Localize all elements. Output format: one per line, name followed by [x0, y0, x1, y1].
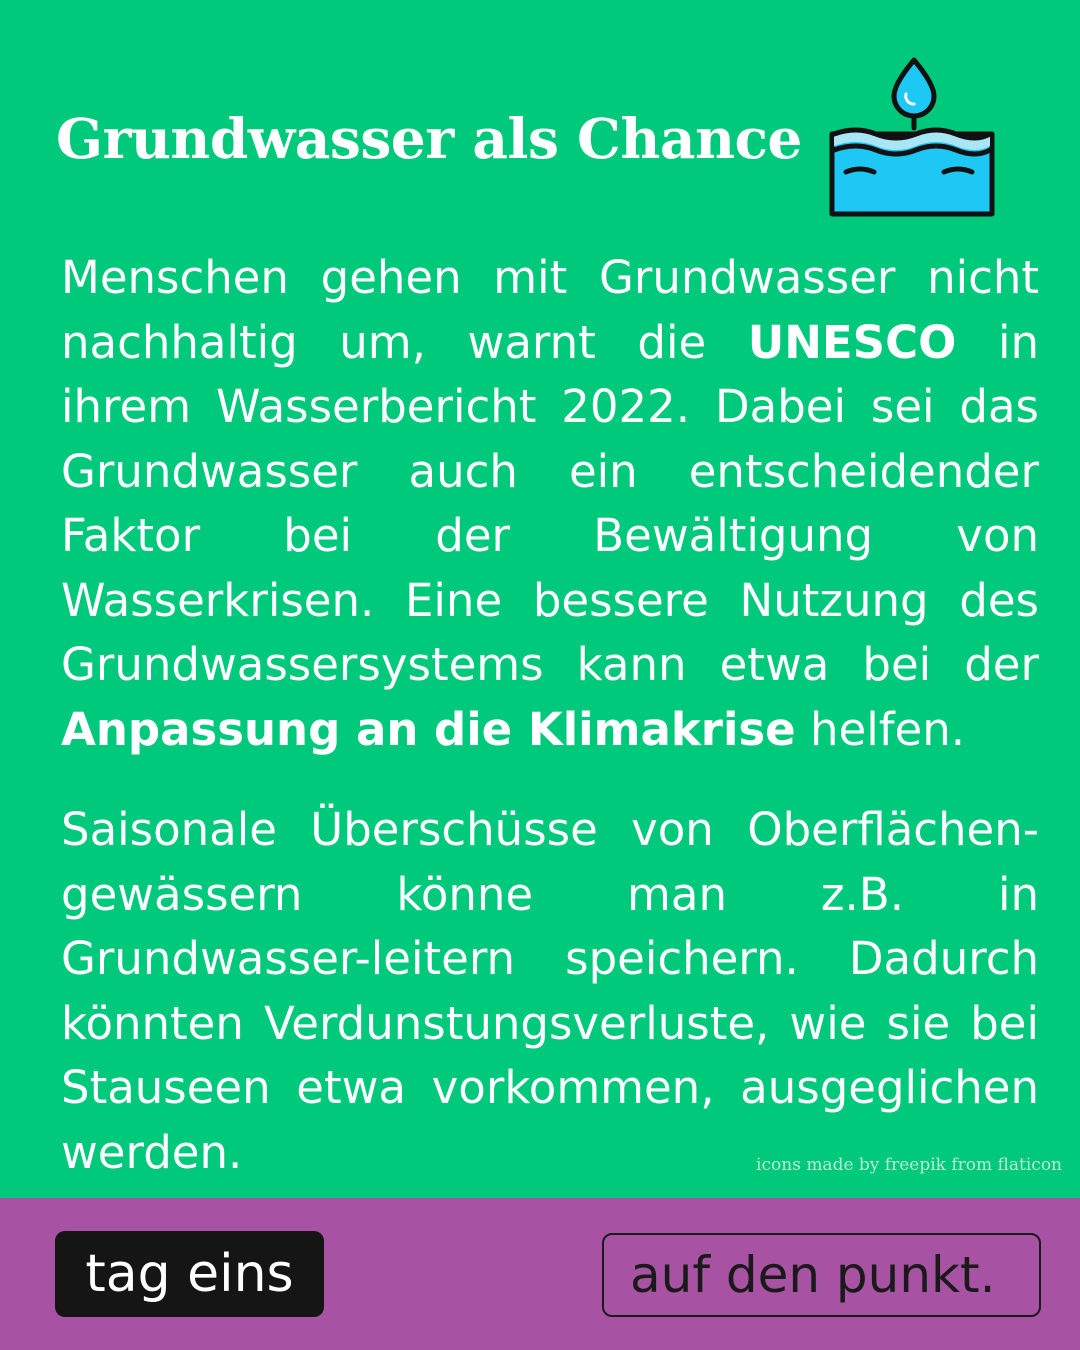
paragraph-text: in ihrem Wasserbericht 2022. Dabei sei das Grundwasser auch ein entscheidender Faktor bei der Bewältigung von Wasserkrisen. Eine bessere Nutzung des Grundwassersystems kann etwa bei der: [61, 315, 1039, 691]
brand-logo: tag eins: [55, 1231, 324, 1317]
emphasis-text: UNESCO: [747, 315, 957, 369]
article-paragraph-1: [61, 246, 1039, 762]
paragraph-text: helfen.: [795, 702, 966, 756]
paragraph-text: Menschen gehen mit Grundwasser nicht nachhaltig um, warnt die: [61, 251, 1039, 369]
emphasis-text: Anpassung an die Klimakrise: [61, 702, 796, 756]
page-title: Grundwasser als Chance: [56, 106, 802, 171]
water-drop-icon: [826, 54, 998, 226]
article-paragraph-2: Saisonale Überschüsse von Oberflächen-gewässern könne man z.B. in Grundwasser-leitern speichern. Dadurch könnten Verdunstungsverluste, wie sie bei Stauseen etwa vorkommen, ausgeglichen werden.: [61, 803, 1039, 1179]
footer-bar: [0, 1198, 1080, 1350]
icon-credit: icons made by freepik from flaticon: [756, 1155, 1062, 1175]
tagline-box: auf den punkt.: [602, 1233, 1041, 1317]
